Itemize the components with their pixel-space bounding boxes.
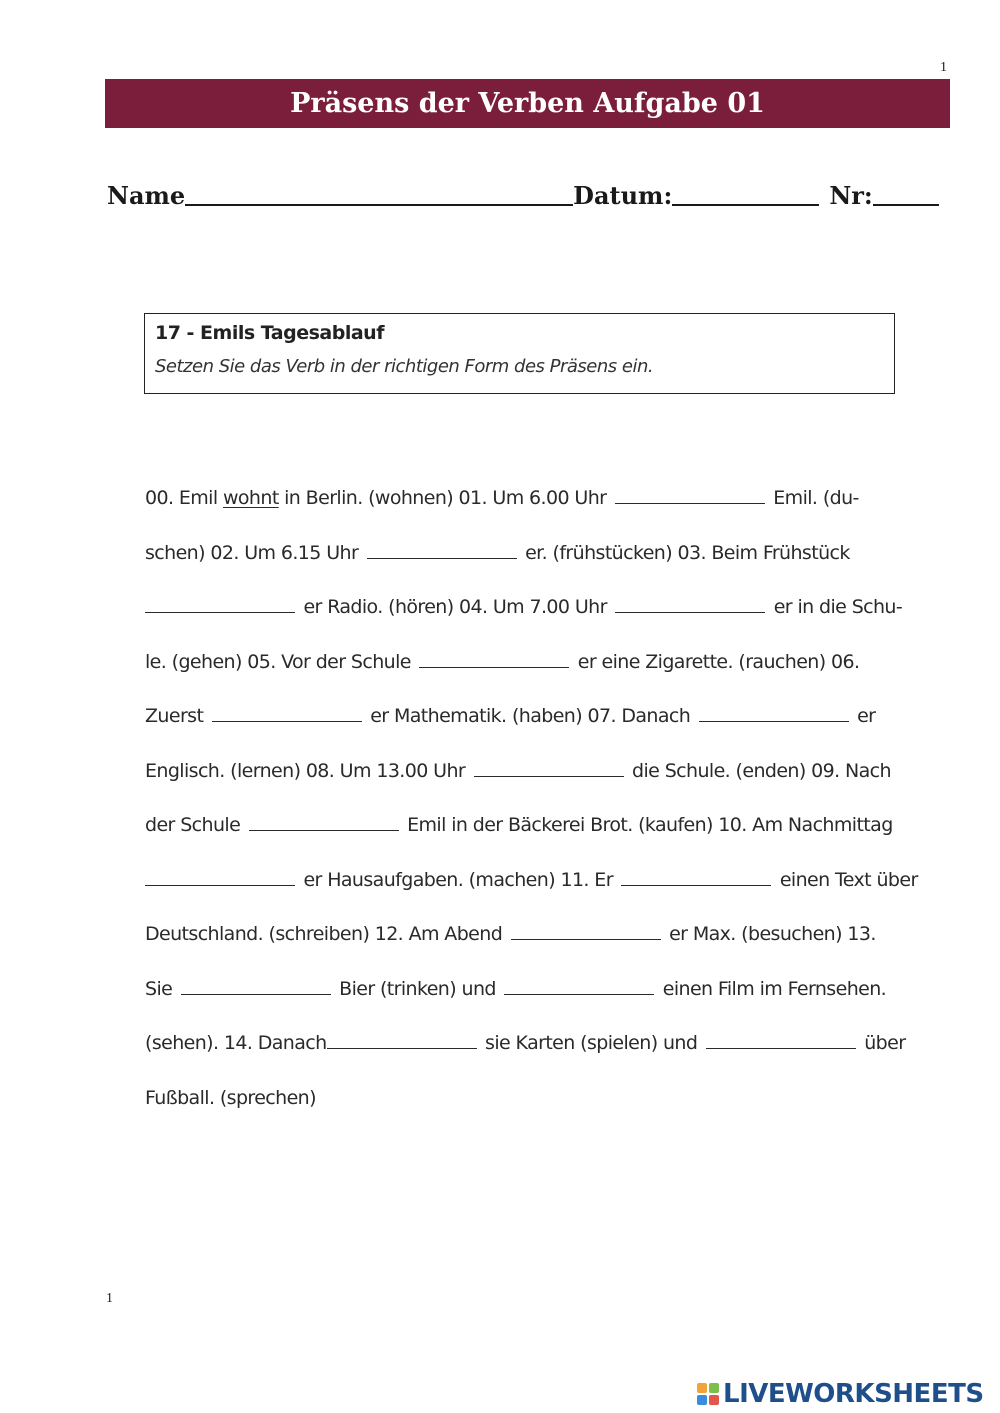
- text-segment: Bier (trinken) und: [339, 977, 496, 1000]
- text-segment: Emil in der Bäckerei Brot. (kaufen) 10. Am Nachmittag: [407, 814, 893, 836]
- text-segment: über: [864, 1032, 906, 1054]
- answer-gap-14b[interactable]: [706, 1024, 856, 1049]
- text-segment: einen Film im Fernsehen.: [662, 977, 887, 1000]
- logo-icon: [697, 1383, 719, 1405]
- instruction-text: Setzen Sie das Verb in der richtigen Form des Präsens ein.: [155, 356, 654, 377]
- text-segment: er: [857, 705, 876, 727]
- nr-label: Nr:: [829, 181, 873, 210]
- exercise-line: [145, 1023, 905, 1078]
- text-segment: er Radio. (hören) 04. Um 7.00 Uhr: [303, 596, 607, 618]
- text-segment: Englisch. (lernen) 08. Um 13.00 Uhr: [145, 759, 466, 782]
- text-segment: in Berlin. (wohnen) 01. Um 6.00 Uhr: [278, 487, 607, 509]
- text-segment: der Schule: [145, 814, 241, 836]
- text-segment: schen) 02. Um 6.15 Uhr: [145, 541, 359, 564]
- answer-gap-08[interactable]: [474, 752, 624, 777]
- instruction-title: 17 - Emils Tagesablauf: [155, 322, 384, 344]
- page-number-top: 1: [940, 60, 947, 75]
- text-segment: Emil. (du-: [773, 487, 859, 509]
- answer-gap-14a[interactable]: [327, 1024, 477, 1049]
- nr-blank[interactable]: [873, 178, 939, 206]
- text-segment: le. (gehen) 05. Vor der Schule: [145, 650, 411, 673]
- exercise-line: [145, 533, 905, 588]
- date-blank[interactable]: [672, 178, 819, 206]
- date-label: Datum:: [573, 181, 673, 210]
- text-segment: er in die Schu-: [773, 596, 903, 618]
- text-segment: er eine Zigarette. (rauchen) 06.: [577, 650, 860, 673]
- exercise-line: [145, 969, 905, 1024]
- exercise-line: [145, 914, 905, 969]
- name-label: Name: [107, 181, 186, 210]
- instruction-box: [144, 313, 895, 394]
- exercise-text: [145, 478, 918, 1132]
- text-segment: (sehen). 14. Danach: [145, 1032, 327, 1054]
- name-blank[interactable]: [185, 178, 573, 206]
- text-segment: er Mathematik. (haben) 07. Danach: [370, 705, 691, 727]
- exercise-line: [145, 860, 918, 915]
- text-segment: Fußball. (sprechen): [145, 1086, 316, 1109]
- text-segment: Deutschland. (schreiben) 12. Am Abend: [145, 923, 503, 945]
- text-segment: 00. Emil: [145, 487, 223, 509]
- logo-square: [697, 1395, 707, 1405]
- name-date-nr-line: [107, 178, 952, 210]
- answer-gap-06[interactable]: [212, 697, 362, 722]
- logo-square: [709, 1383, 719, 1393]
- logo-square: [709, 1395, 719, 1405]
- text-segment: Sie: [145, 977, 173, 1000]
- exercise-line: [145, 805, 905, 860]
- exercise-line: [145, 642, 905, 697]
- answer-gap-01[interactable]: [615, 479, 765, 504]
- answer-gap-05[interactable]: [419, 643, 569, 668]
- logo-square: [697, 1383, 707, 1393]
- example-answer: wohnt: [222, 487, 279, 509]
- exercise-line: [145, 1078, 905, 1133]
- exercise-line: [145, 696, 905, 751]
- exercise-line: [145, 478, 905, 533]
- answer-gap-07[interactable]: [699, 697, 849, 722]
- answer-gap-13b[interactable]: [504, 970, 654, 995]
- text-segment: er Max. (besuchen) 13.: [669, 923, 876, 945]
- text-segment: einen Text über: [779, 868, 918, 891]
- answer-gap-04[interactable]: [615, 588, 765, 613]
- logo-text: LIVEWORKSHEETS: [723, 1379, 984, 1409]
- answer-gap-13a[interactable]: [181, 970, 331, 995]
- text-segment: die Schule. (enden) 09. Nach: [632, 759, 891, 782]
- answer-gap-03[interactable]: [145, 588, 295, 613]
- exercise-line: [145, 587, 905, 642]
- text-segment: er Hausaufgaben. (machen) 11. Er: [303, 868, 613, 891]
- answer-gap-09[interactable]: [249, 806, 399, 831]
- page-number-bottom: 1: [106, 1291, 113, 1306]
- answer-gap-12[interactable]: [511, 915, 661, 940]
- exercise-line: [145, 751, 905, 806]
- text-segment: er. (frühstücken) 03. Beim Frühstück: [525, 541, 850, 564]
- answer-gap-11[interactable]: [621, 861, 771, 886]
- page-title: Präsens der Verben Aufgabe 01: [105, 79, 950, 128]
- liveworksheets-logo: [697, 1378, 984, 1410]
- text-segment: Zuerst: [145, 705, 204, 727]
- answer-gap-02[interactable]: [367, 534, 517, 559]
- answer-gap-10[interactable]: [145, 861, 295, 886]
- text-segment: sie Karten (spielen) und: [485, 1032, 698, 1054]
